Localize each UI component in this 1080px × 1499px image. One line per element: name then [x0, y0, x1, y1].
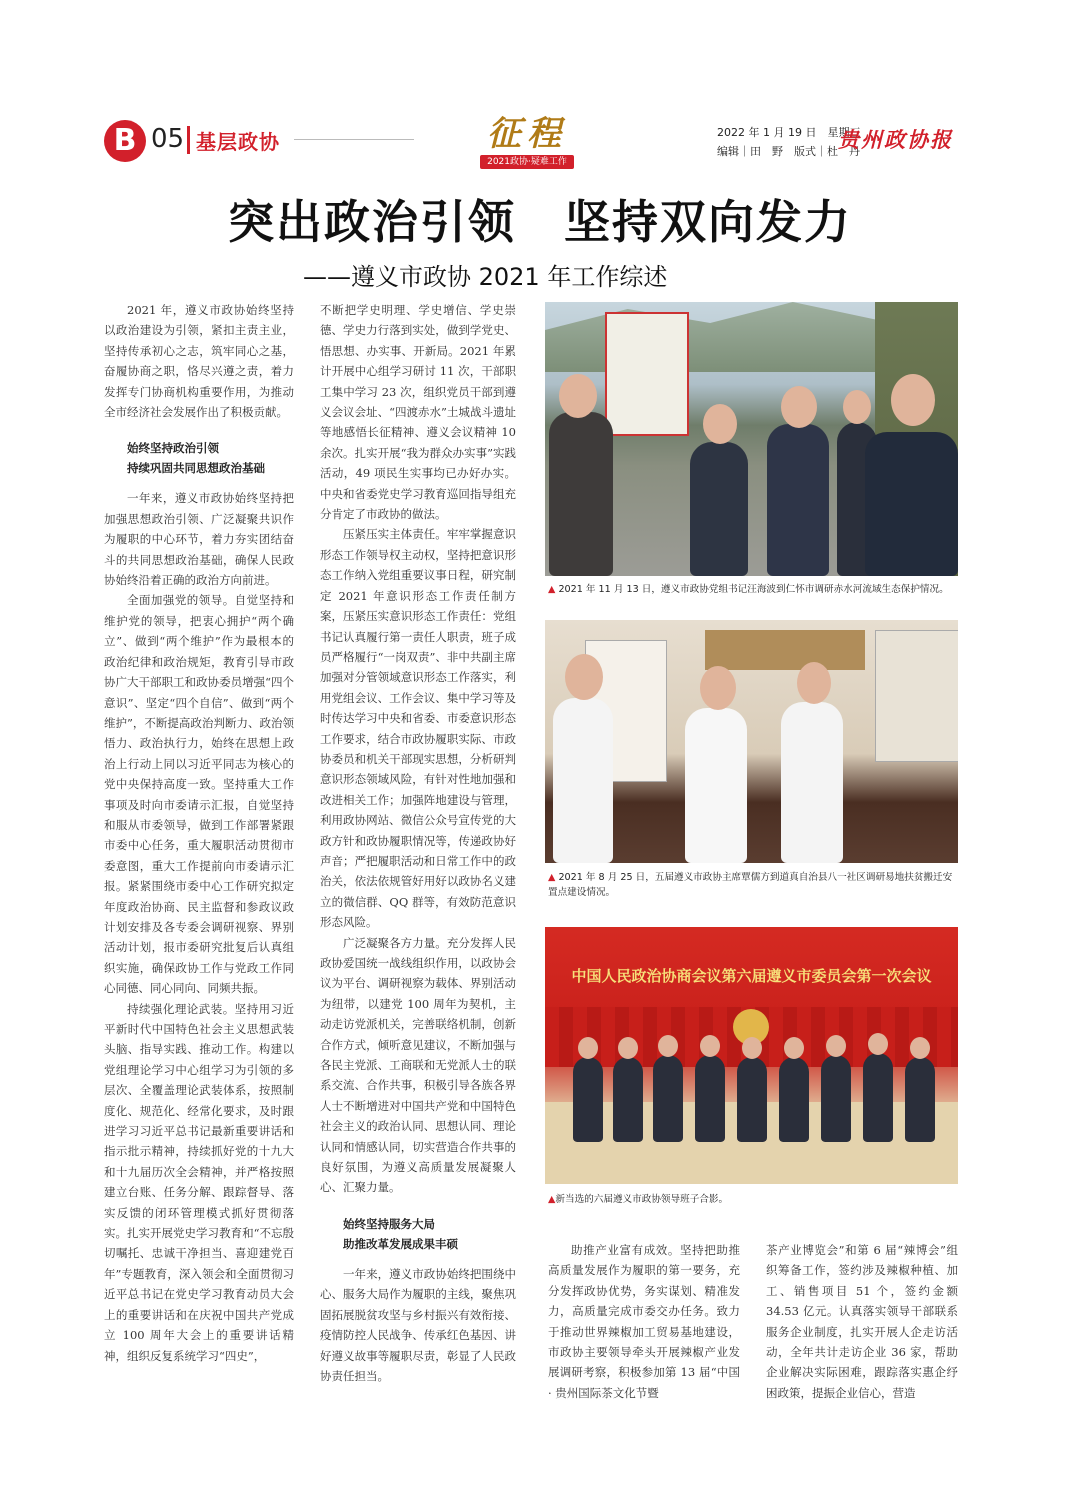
caption-text: 2021 年 8 月 25 日，五届遵义市政协主席覃儒方到道真自治县八一社区调研易地扶贫搬迁安置点建设情况。	[548, 872, 953, 898]
conference-banner: 中国人民政治协商会议第六届遵义市委员会第一次会议	[571, 967, 932, 985]
paragraph: 全面加强党的领导。自觉坚持和维护党的领导，把衷心拥护“两个确立”、做到“两个维护”作为最根本的政治纪律和政治规矩，教育引导市政协广大干部职工和政协委员增强“四个意识”、坚定“四个自信”、做到“两个维护”，不断提高政治判断力、政治领悟力、政治执行力，始终在思想上政治上行动上同以习近平同志为核心的党中央保持高度一致。坚持重大工作事项及时向市委请示汇报，自觉坚持和服从市委领导，做到工作部署紧跟市委中心任务，重大履职活动贯彻市委意图，重大工作提前向市委请示汇报。紧紧围绕市委中心工作研究拟定年度政治协商、民主监督和参政议政计划安排及各专委会调研视察、界别活动计划，报市委研究批复后认真组织实施，确保政协工作与党政工作同心同德、同心同向、同频共振。	[104, 593, 294, 996]
header-rule	[294, 139, 414, 140]
paragraph: 一年来，遵义市政协始终把围绕中心、服务大局作为履职的主线，聚焦巩固拓展脱贫攻坚与乡村振兴有效衔接、疫情防控人民战争、传承红色基因、讲好遵义故事等履职尽责，彰显了人民政协责任担当。	[320, 1266, 516, 1383]
editor-credits: 编辑｜田 野 版式｜杜 丹	[717, 145, 860, 158]
page-number: 05	[151, 124, 185, 154]
section-name: 基层政协	[196, 130, 280, 154]
paragraph: 持续强化理论武装。坚持用习近平新时代中国特色社会主义思想武装头脑、指导实践、推动工作。构建以党组理论学习中心组学习为引领的多层次、全覆盖理论武装体系，按照制度化、规范化、经常化要求，及时跟进学习习近平总书记最新重要讲话和指示批示精神，持续抓好党的十九大和十九届历次全会精神，并严格按照建立台账、任务分解、跟踪督导、落实反馈的闭环管理模式抓好贯彻落实。扎实开展党史学习教育和“不忘殷切嘱托、忠诚干净担当、喜迎建党百年”专题教育，深入领会和全面贯彻习近平总书记在党史学习教育动员大会上的重要讲话和在庆祝中国共产党成立 100 周年大会上的重要讲话精神，组织反复系统学习“四史”，	[104, 1001, 294, 1363]
text-column-4	[766, 1240, 958, 1430]
caption-text: 新当选的六届遵义市政协领导班子合影。	[555, 1194, 729, 1205]
triangle-marker-icon: ▲	[548, 584, 556, 595]
article-title: 突出政治引领 坚持双向发力	[228, 195, 852, 249]
header-divider	[187, 126, 190, 154]
article-subtitle: ——遵义市政协 2021 年工作综述	[303, 263, 668, 291]
caption-text: 2021 年 11 月 13 日，遵义市政协党组书记汪海波到仁怀市调研赤水河流域生态保护情况。	[558, 584, 949, 595]
section-badge: B	[104, 120, 146, 162]
triangle-marker-icon: ▲	[548, 1194, 556, 1205]
paragraph: 压紧压实主体责任。牢牢掌握意识形态工作领导权主动权，坚持把意识形态工作纳入党组重要议事日程，研究制定 2021 年意识形态工作责任制方案，压紧压实意识形态工作责任：党组书记认真履行第一责任人职责，班子成员严格履行“一岗双责”、非中共副主席加强对分管领域意识形态工作落实，利用党组会议、工作会议、集中学习等及时传达学习中央和省委、市委意识形态工作要求，结合市政协履职实际、市政协委员和机关干部现实思想，分析研判意识形态领域风险，有针对性地加强和改进相关工作；加强阵地建设与管理，利用政协网站、微信公众号宣传党的大政方针和政协履职情况等，传递政协好声音；严把履职活动和日常工作中的政治关，依法依规管好用好以政协名义建立的微信群、QQ 群等，有效防范意识形态风险。	[320, 527, 516, 930]
paragraph: 广泛凝聚各方力量。充分发挥人民政协爱国统一战线组织作用，以政协会议为平台、调研视察为载体、界别活动为纽带，以建党 100 周年为契机，主动走访党派机关，完善联络机制，创新合作方式，倾听意见建议，不断加强与各民主党派、工商联和无党派人士的联系交流、合作共事，积极引导各族各界人士不断增进对中国共产党和中国特色社会主义的政治认同、思想认同、理论认同和情感认同，切实营造合作共事的良好氛围，为遵义高质量发展凝聚人心、汇聚力量。	[320, 935, 516, 1195]
paragraph: 助推产业富有成效。坚持把助推高质量发展作为履职的第一要务，充分发挥政协优势，务实谋划、精准发力，高质量完成市委交办任务。致力于推动世界辣椒加工贸易基地建设，市政协主要领导牵头开展辣椒产业发展调研考察，积极参加第 13 届“中国 · 贵州国际茶文化节暨	[548, 1243, 740, 1400]
section-heading: 始终坚持政治引领 持续巩固共同思想政治基础	[127, 441, 265, 476]
photo-caption	[548, 870, 960, 900]
paragraph: 不断把学史明理、学史增信、学史崇德、学史力行落到实处，做到学党史、悟思想、办实事、开新局。2021 年累计开展中心组学习研讨 11 次，干部职工集中学习 23 次，组织党员干部到遵义会议会址、“四渡赤水”土城战斗遗址等地感悟长征精神、遵义会议精神 10 余次。扎实开展“我为群众办实事”实践活动，49 项民生实事均已办好办实。中央和省委党史学习教育巡回指导组充分肯定了市政协的做法。	[320, 303, 516, 522]
text-column-1	[104, 300, 294, 1430]
logo-sub-text: 2021政协·疑难工作	[480, 155, 574, 169]
newspaper-name: 贵州政协报	[838, 127, 953, 152]
column-logo	[472, 114, 582, 172]
photo-riverside-inspection	[545, 302, 958, 576]
photo-caption	[548, 1192, 960, 1207]
paragraph: 一年来，遵义市政协始终坚持把加强思想政治引领、广泛凝聚共识作为履职的中心环节，着力夯实团结奋斗的共同思想政治基础，确保人民政协始终沿着正确的政治方向前进。	[104, 491, 294, 588]
text-column-2	[320, 300, 516, 1430]
photo-community-visit	[545, 620, 958, 863]
section-heading: 始终坚持服务大局 助推改革发展成果丰硕	[343, 1216, 458, 1251]
photo-group-portrait	[545, 927, 958, 1184]
paragraph: 茶产业博览会”和第 6 届“辣博会”组织筹备工作，签约涉及辣椒种植、加工、销售项目 51 个，签约金额 34.53 亿元。认真落实领导干部联系服务企业制度，扎实开展人企走访活动，全年共计走访企业 36 家，帮助企业解决实际困难，跟踪落实惠企纾困政策，提振企业信心，营造	[766, 1243, 958, 1400]
logo-main-text: 征程	[487, 114, 567, 154]
text-column-3	[548, 1240, 740, 1430]
photo-caption	[548, 582, 960, 597]
issue-date: 2022 年 1 月 19 日 星期三	[717, 126, 861, 139]
triangle-marker-icon: ▲	[548, 872, 556, 883]
paragraph: 2021 年，遵义市政协始终坚持以政治建设为引领，紧扣主责主业，坚持传承初心之志，筑牢同心之基，奋履协商之职，恪尽兴遵之责，着力发挥专门协商机构重要作用，为推动全市经济社会发展作出了积极贡献。	[104, 303, 294, 420]
